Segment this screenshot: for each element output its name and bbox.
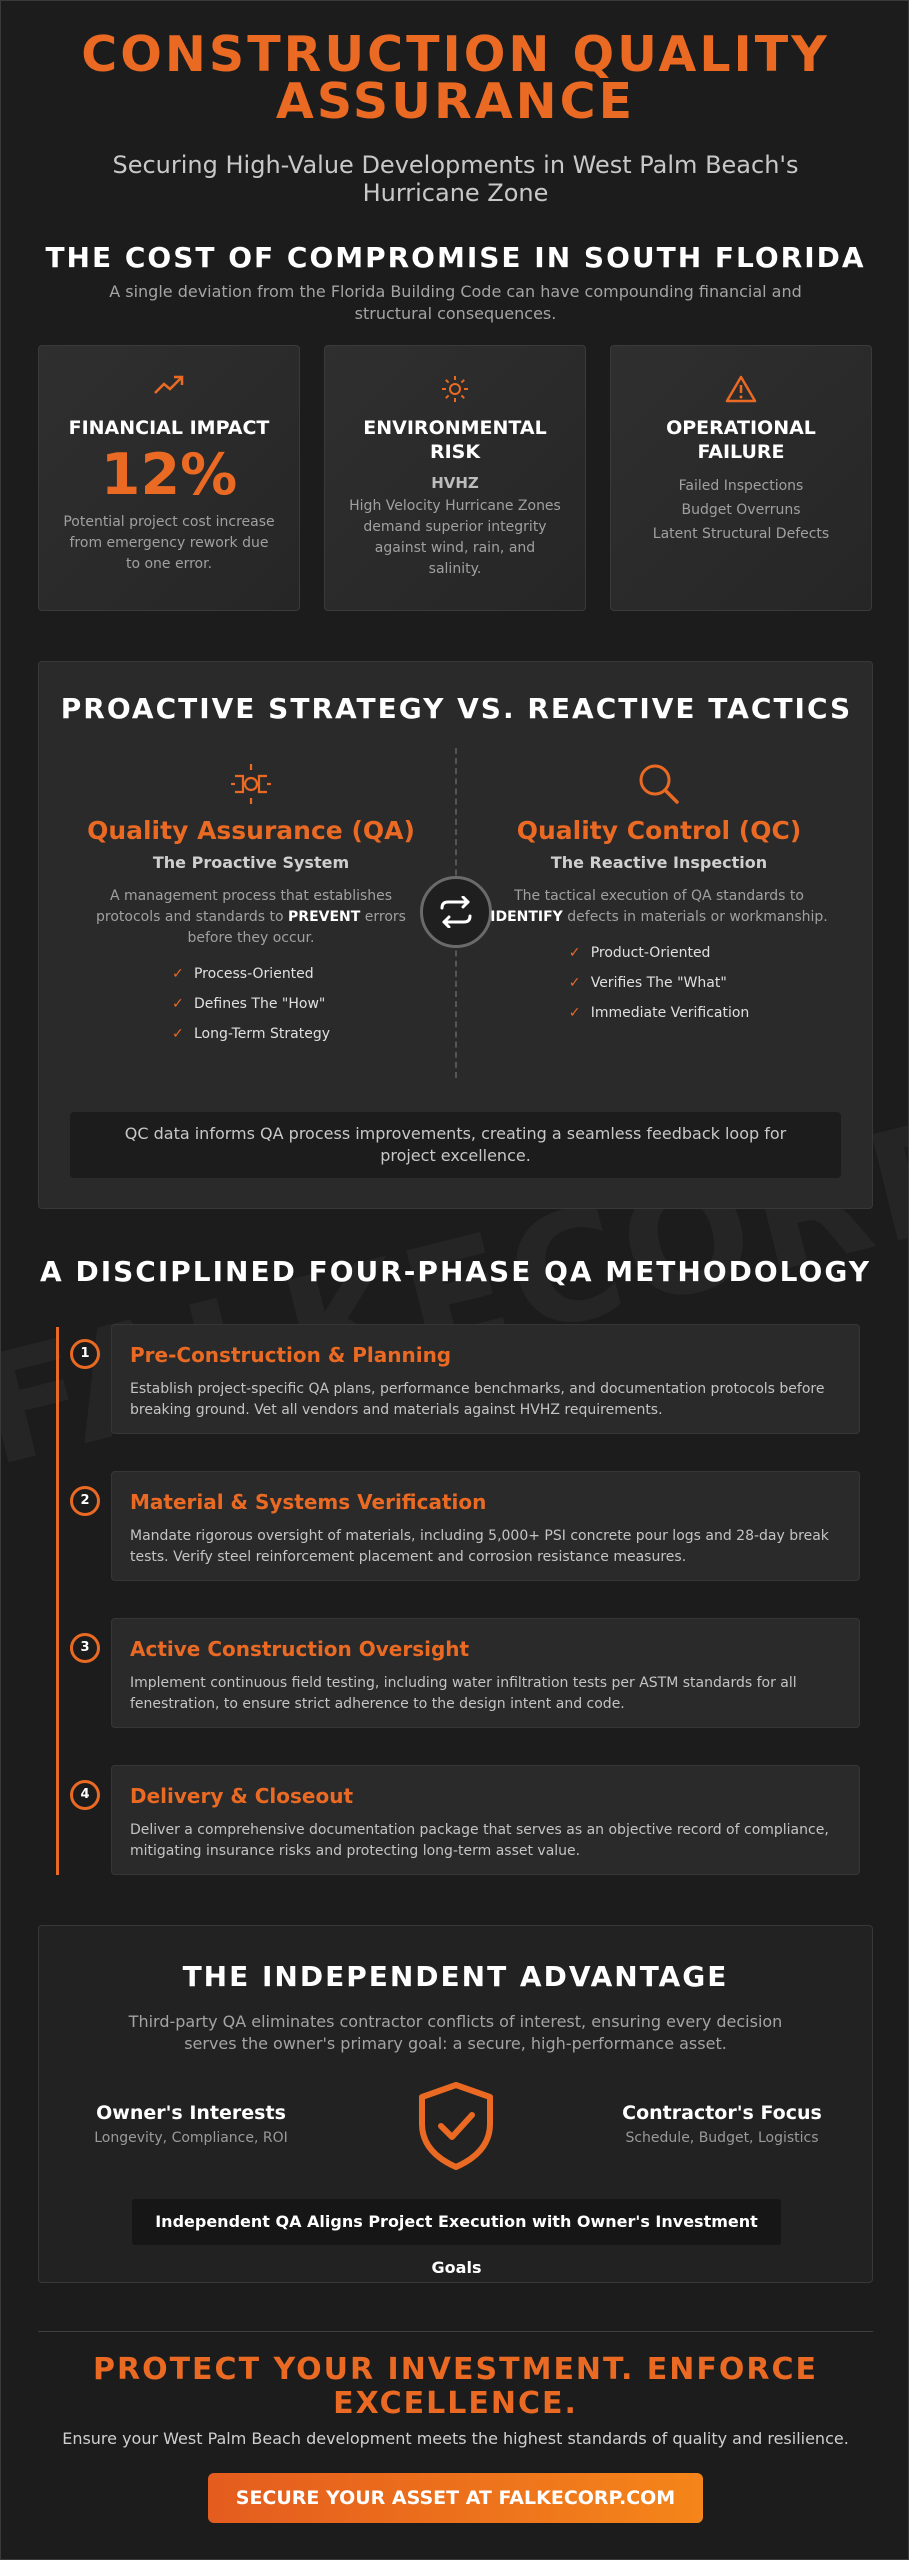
card-title: ENVIRONMENTAL RISK (363, 417, 547, 463)
qc-subtitle: The Reactive Inspection (550, 853, 768, 872)
check-icon: ✓ (171, 966, 184, 982)
card-stat: 12% (100, 442, 238, 508)
sun-icon (325, 374, 585, 404)
phase-title: Delivery & Closeout (130, 1784, 354, 1808)
check-icon: ✓ (568, 975, 581, 991)
phase-text: Implement continuous field testing, including water infiltration tests per ASTM standards for all fenestration, to ensure strict adherence to the design intent and code. (130, 1675, 797, 1712)
list-item: ✓ Defines The "How" (172, 989, 330, 1019)
failure-list (611, 474, 871, 546)
check-icon: ✓ (568, 945, 581, 961)
step-number: 4 (70, 1780, 100, 1810)
phase-card (111, 1765, 860, 1875)
list-item: ✓ Verifies The "What" (569, 968, 750, 998)
phase-title: Pre-Construction & Planning (130, 1343, 452, 1367)
phase-text: Mandate rigorous oversight of materials, including 5,000+ PSI concrete pour logs and 28-day break tests. Verify steel reinforcement placement and corrosion resistance measures. (130, 1528, 829, 1565)
page-title: CONSTRUCTION QUALITY ASSURANCE (81, 26, 830, 130)
cta-button[interactable]: SECURE YOUR ASSET AT FALKECORP.COM (208, 2473, 703, 2523)
list-item: ✓ Process-Oriented (172, 959, 330, 989)
financial-impact-card (38, 345, 300, 611)
page-subtitle: Securing High-Value Developments in West Palm Beach's Hurricane Zone (112, 151, 799, 207)
qc-title: Quality Control (QC) (516, 816, 802, 845)
qa-title: Quality Assurance (QA) (87, 816, 415, 845)
list-item: Failed Inspections (678, 478, 804, 494)
advantage-subtitle: Third-party QA eliminates contractor conflicts of interest, ensuring every decision serves the owner's primary goal: a secure, high-performance asset. (128, 2012, 783, 2053)
phase-card (111, 1324, 860, 1434)
step-number: 1 (70, 1339, 100, 1369)
step-number: 3 (70, 1633, 100, 1663)
list-item: Budget Overruns (681, 502, 801, 518)
phase-text: Establish project-specific QA plans, performance benchmarks, and documentation protocols before breaking ground. Vet all vendors and materials against HVHZ requirements. (130, 1381, 825, 1418)
warning-icon (611, 374, 871, 404)
phase-card (111, 1618, 860, 1728)
hero (1, 26, 909, 207)
section-divider (38, 2331, 873, 2332)
contractor-focus: Contractor's Focus Schedule, Budget, Logistics (622, 2102, 822, 2146)
gear-icon (71, 762, 431, 806)
cta-subtitle: Ensure your West Palm Beach development meets the highest standards of quality and resilience. (62, 2429, 849, 2448)
check-icon: ✓ (568, 1005, 581, 1021)
operational-failure-card (610, 345, 872, 611)
qc-description: The tactical execution of QA standards to IDENTIFY defects in materials or workmanship. (490, 888, 828, 925)
alignment-banner: Independent QA Aligns Project Execution with Owner's Investment Goals (132, 2199, 781, 2245)
qc-list (569, 938, 750, 1028)
owner-interests: Owner's Interests Longevity, Compliance, ROI (94, 2102, 288, 2146)
phase-title: Active Construction Oversight (130, 1637, 470, 1661)
methodology-title: A DISCIPLINED FOUR-PHASE QA METHODOLOGY (40, 1255, 871, 1288)
card-title: OPERATIONAL FAILURE (666, 417, 816, 463)
feedback-loop-note: QC data informs QA process improvements, creating a seamless feedback loop for project excellence. (70, 1112, 841, 1178)
cost-section-title: THE COST OF COMPROMISE IN SOUTH FLORIDA (45, 241, 866, 274)
step-number: 2 (70, 1486, 100, 1516)
list-item: ✓ Product-Oriented (569, 938, 750, 968)
qc-column (479, 762, 839, 1028)
card-title: FINANCIAL IMPACT (68, 417, 270, 439)
list-item: ✓ Immediate Verification (569, 998, 750, 1028)
phase-card (111, 1471, 860, 1581)
list-item: ✓ Long-Term Strategy (172, 1019, 330, 1049)
cta-title: PROTECT YOUR INVESTMENT. ENFORCE EXCELLENCE. (93, 2352, 818, 2421)
check-icon: ✓ (171, 996, 184, 1012)
cost-section-subtitle: A single deviation from the Florida Building Code can have compounding financial and structural consequences. (109, 282, 802, 323)
advantage-section (38, 1925, 873, 2283)
timeline-line (56, 1327, 59, 1875)
shield-check-icon (413, 2080, 499, 2172)
advantage-title: THE INDEPENDENT ADVANTAGE (182, 1960, 729, 1993)
environmental-risk-card (324, 345, 586, 611)
magnifier-icon (479, 762, 839, 806)
strategy-section (38, 661, 873, 1209)
qa-list (172, 959, 330, 1049)
list-item: Latent Structural Defects (652, 526, 830, 542)
qa-subtitle: The Proactive System (152, 853, 350, 872)
strategy-title: PROACTIVE STRATEGY VS. REACTIVE TACTICS (60, 692, 853, 725)
check-icon: ✓ (171, 1026, 184, 1042)
qa-description: A management process that establishes protocols and standards to PREVENT errors before they occur. (96, 888, 406, 946)
qa-column (71, 762, 431, 1049)
hvhz-tag: HVHZ (431, 474, 479, 492)
card-text: Potential project cost increase from emergency rework due to one error. (63, 514, 275, 572)
card-text: High Velocity Hurricane Zones demand superior integrity against wind, rain, and salinity. (349, 498, 561, 577)
phase-title: Material & Systems Verification (130, 1490, 487, 1514)
trending-up-icon (39, 374, 299, 404)
phase-text: Deliver a comprehensive documentation package that serves as an objective record of compliance, mitigating insurance risks and protecting long-term asset value. (130, 1822, 829, 1859)
